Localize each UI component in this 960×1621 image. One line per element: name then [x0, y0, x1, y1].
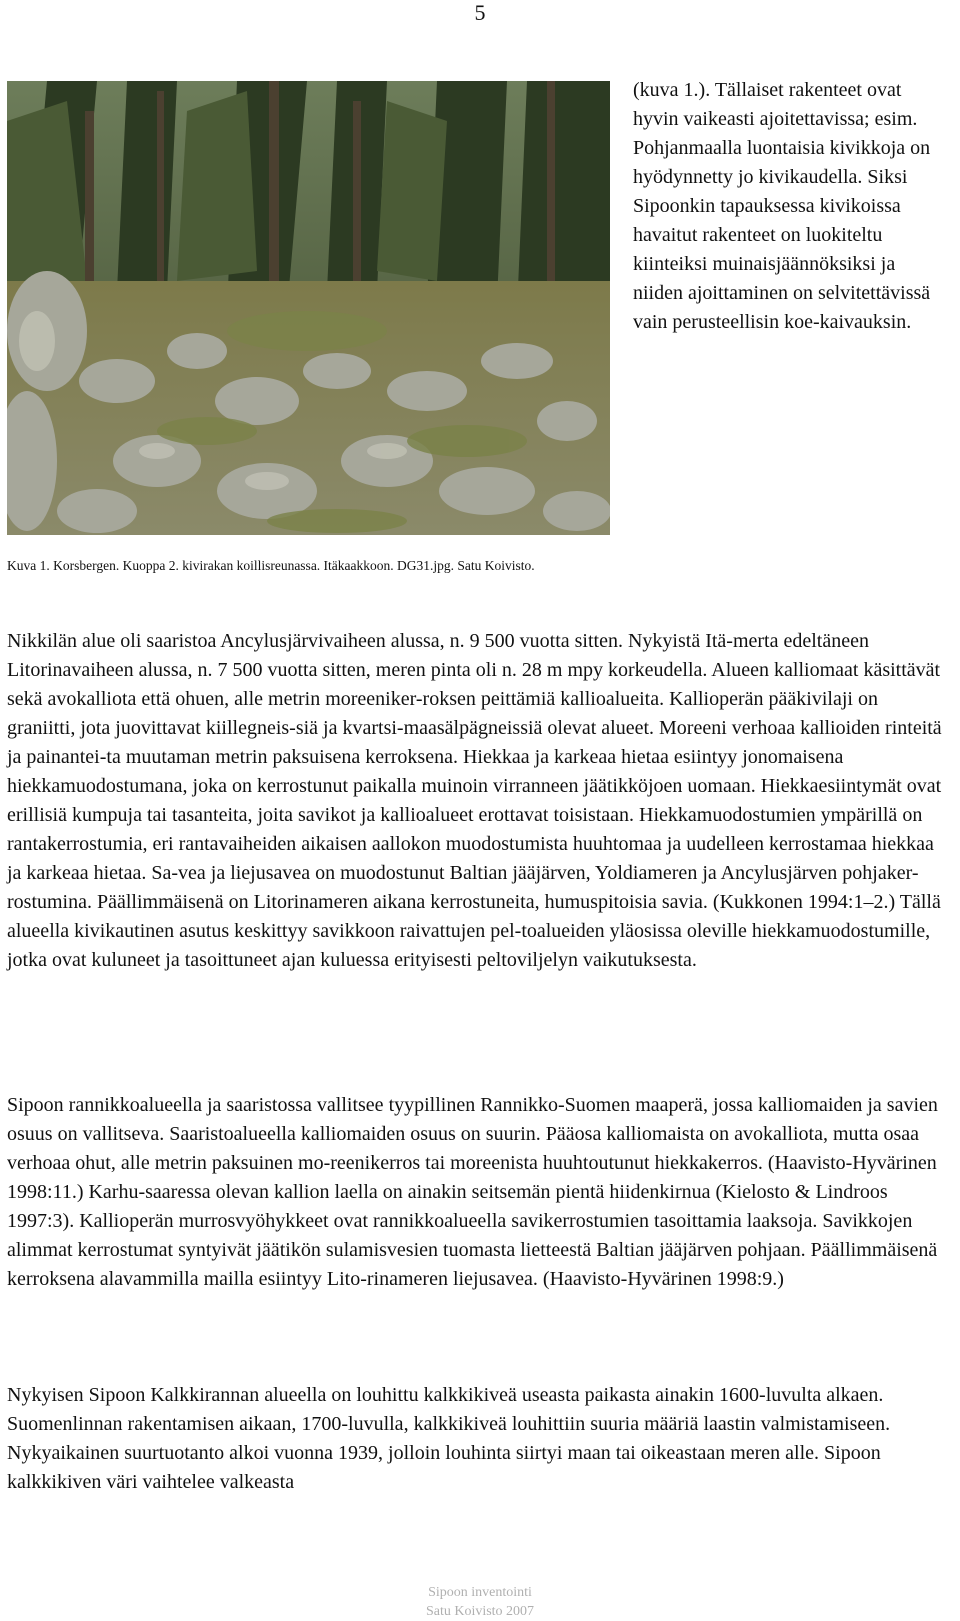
footer-author: Satu Koivisto 2007 — [425, 1604, 535, 1619]
figure-caption: Kuva 1. Korsbergen. Kuoppa 2. kivirakan koillisreunassa. Itäkaakkoon. DG31.jpg. Satu Koivisto. — [7, 558, 535, 573]
paragraph-limestone: Nykyisen Sipoon Kalkkirannan alueella on louhittu kalkkikiveä useasta paikasta ainakin 1600-luvulta alkaen. Suomenlinnan rakentamisen aikaan, 1700-luvulla, kalkkikiveä louhittiin suuria määriä laastin valmistamiseen. Nykyaikainen suurtuotanto alkoi vuonna 1939, jolloin louhinta siirtyi maan tai oikeastaan meren alle. Sipoon kalkkikiven väri vaihtelee valkeasta — [7, 1384, 891, 1493]
page-number: 5 — [474, 0, 486, 25]
forest-boulder-photo — [7, 81, 610, 535]
paragraph-coastal-soil: Sipoon rannikkoalueella ja saaristossa vallitsee tyypillinen Rannikko-Suomen maaperä, jossa kalliomaiden ja savien osuus on vallitseva. Saaristoalueella kalliomaiden osuus on suurin. Pääosa kalliomaista on avokalliota, mutta osaa verhoaa ohut, alle metrin paksuinen mo-reenikerros tai moreenista huuhtoutunut hiekkakerros. (Haavisto-Hyvärinen 1998:11.) Karhu-saaressa olevan kallion laella on ainakin seitsemän pientä hiidenkirnua (Kielosto & Lindroos 1997:3). Kallioperän murrosvyöhykkeet ovat rannikkoalueella savikerrostumien tasoittamia laaksoja. Savikkojen alimmat kerrostumat syntyivät jäätikön sulamisvesien tuomasta lietteestä Baltian jääjärven pohjaan. Päällimmäisenä kerroksena alavammilla mailla esiintyy Lito-rinameren liejusavea. (Haavisto-Hyvärinen 1998:9.) — [7, 1094, 938, 1290]
footer-title: Sipoon inventointi — [428, 1585, 532, 1600]
side-paragraph: (kuva 1.). Tällaiset rakenteet ovat hyvin vaikeasti ajoitettavissa; esim. Pohjanmaalla luontaisia kivikkoja on hyödynnetty jo kivikaudella. Siksi Sipoonkin tapauksessa kivikoissa havaitut rakenteet on luokiteltu kiinteiksi muinaisjäännöksiksi ja niiden ajoittaminen on selvitettävissä vain perusteellisin koe-kaivauksin. — [633, 79, 931, 333]
forest-photo-image — [7, 81, 610, 535]
paragraph-geology: Nikkilän alue oli saaristoa Ancylusjärvivaiheen alussa, n. 9 500 vuotta sitten. Nykyistä Itä-merta edeltäneen Litorinavaiheen alussa, n. 7 500 vuotta sitten, meren pinta oli n. 28 m mpy korkeudella. Alueen kalliomaat käsittävät sekä avokalliota että ohuen, alle metrin moreeniker-roksen peittämiä kallioalueita. Kallioperän pääkivilaji on graniitti, jota juovittavat kiillegneis-siä ja kvartsi-maasälpägneissiä olevat alueet. Moreeni verhoaa kallioiden rinteitä ja painantei-ta muutaman metrin paksuisena kerroksena. Hiekkaa ja karkeaa hietaa esiintyy jonomaisena hiekkamuodostumana, joka on kerrostunut paikalla muinoin virranneen jäätikköjoen uomaan. Hiekkaesiintymät ovat erillisiä kumpuja tai tasanteita, joita savikot ja kallioalueet erottavat toisistaan. Hiekkamuodostumien ympärillä on rantakerrostumia, eri rantavaiheiden aikaisen aallokon muodostumista huuhtomaa ja uudelleen kerrostamaa hiekkaa ja karkeaa hietaa. Sa-vea ja liejusavea on muodostunut Baltian jääjärven, Yoldiameren ja Ancylusjärven pohjaker-rostumina. Päällimmäisenä on Litorinameren aikana kerrostuneita, humuspitoisia savia. (Kukkonen 1994:1–2.) Tällä alueella kivikautinen asutus keskittyy savikkoon raivattujen pel-toalueiden yläosissa oleville hiekkamuodostumille, jotka ovat kuluneet ja tasoittuneet ajan kuluessa erityisesti peltoviljelyn vaikutuksesta. — [7, 630, 942, 971]
